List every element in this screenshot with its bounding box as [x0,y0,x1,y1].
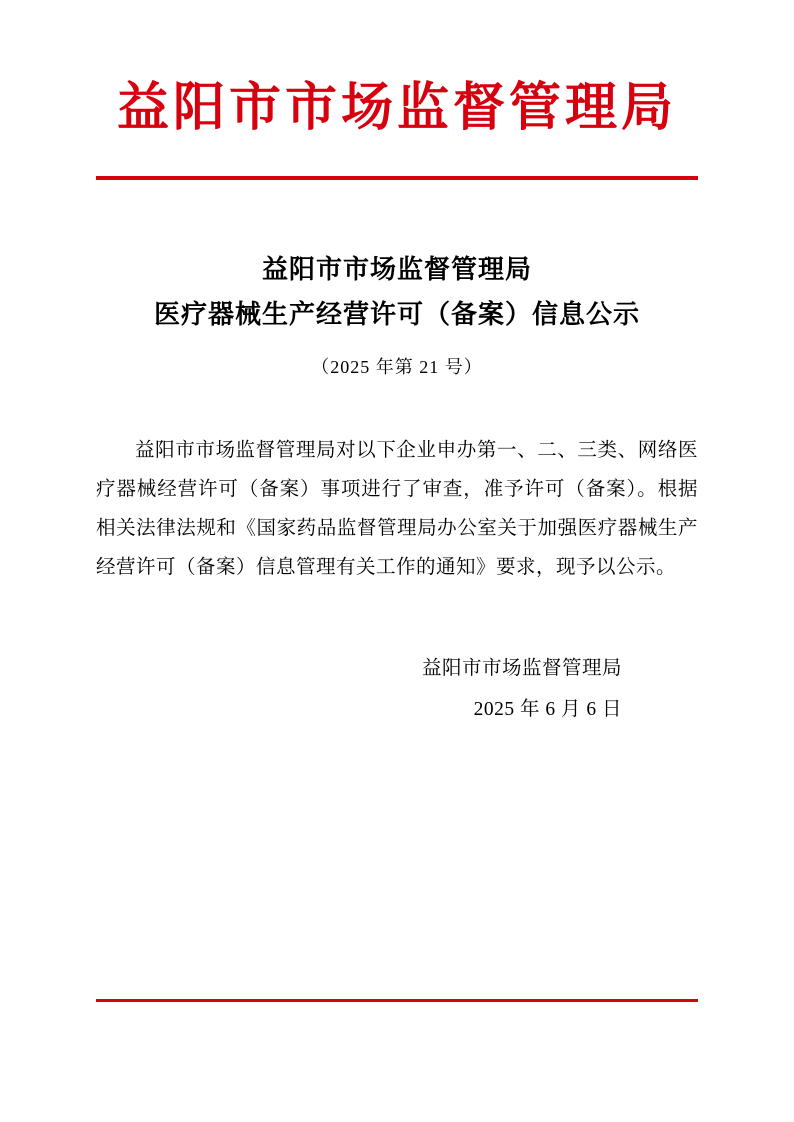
footer-divider [96,999,698,1002]
signature-date: 2025 年 6 月 6 日 [473,698,622,720]
document-body [96,431,698,587]
document-title-line-2: 医疗器械生产经营许可（备案）信息公示 [153,300,640,331]
signature-issuer: 益阳市市场监督管理局 [421,657,622,679]
masthead [96,0,698,180]
body-paragraph: 益阳市市场监督管理局对以下企业申办第一、二、三类、网络医疗器械经营许可（备案）事项进行了审查，准予许可（备案）。根据相关法律法规和《国家药品监督管理局办公室关于加强医疗器械生产经营许可（备案）信息管理有关工作的通知》要求，现予以公示。 [96,439,698,578]
document-title-block [96,248,698,379]
masthead-divider [96,176,698,180]
document-number: （2025 年第 21 号） [311,356,483,377]
document-title-line-1: 益阳市市场监督管理局 [261,254,532,285]
signature-block [96,649,698,731]
masthead-organization-title: 益阳市市场监督管理局 [116,77,677,138]
